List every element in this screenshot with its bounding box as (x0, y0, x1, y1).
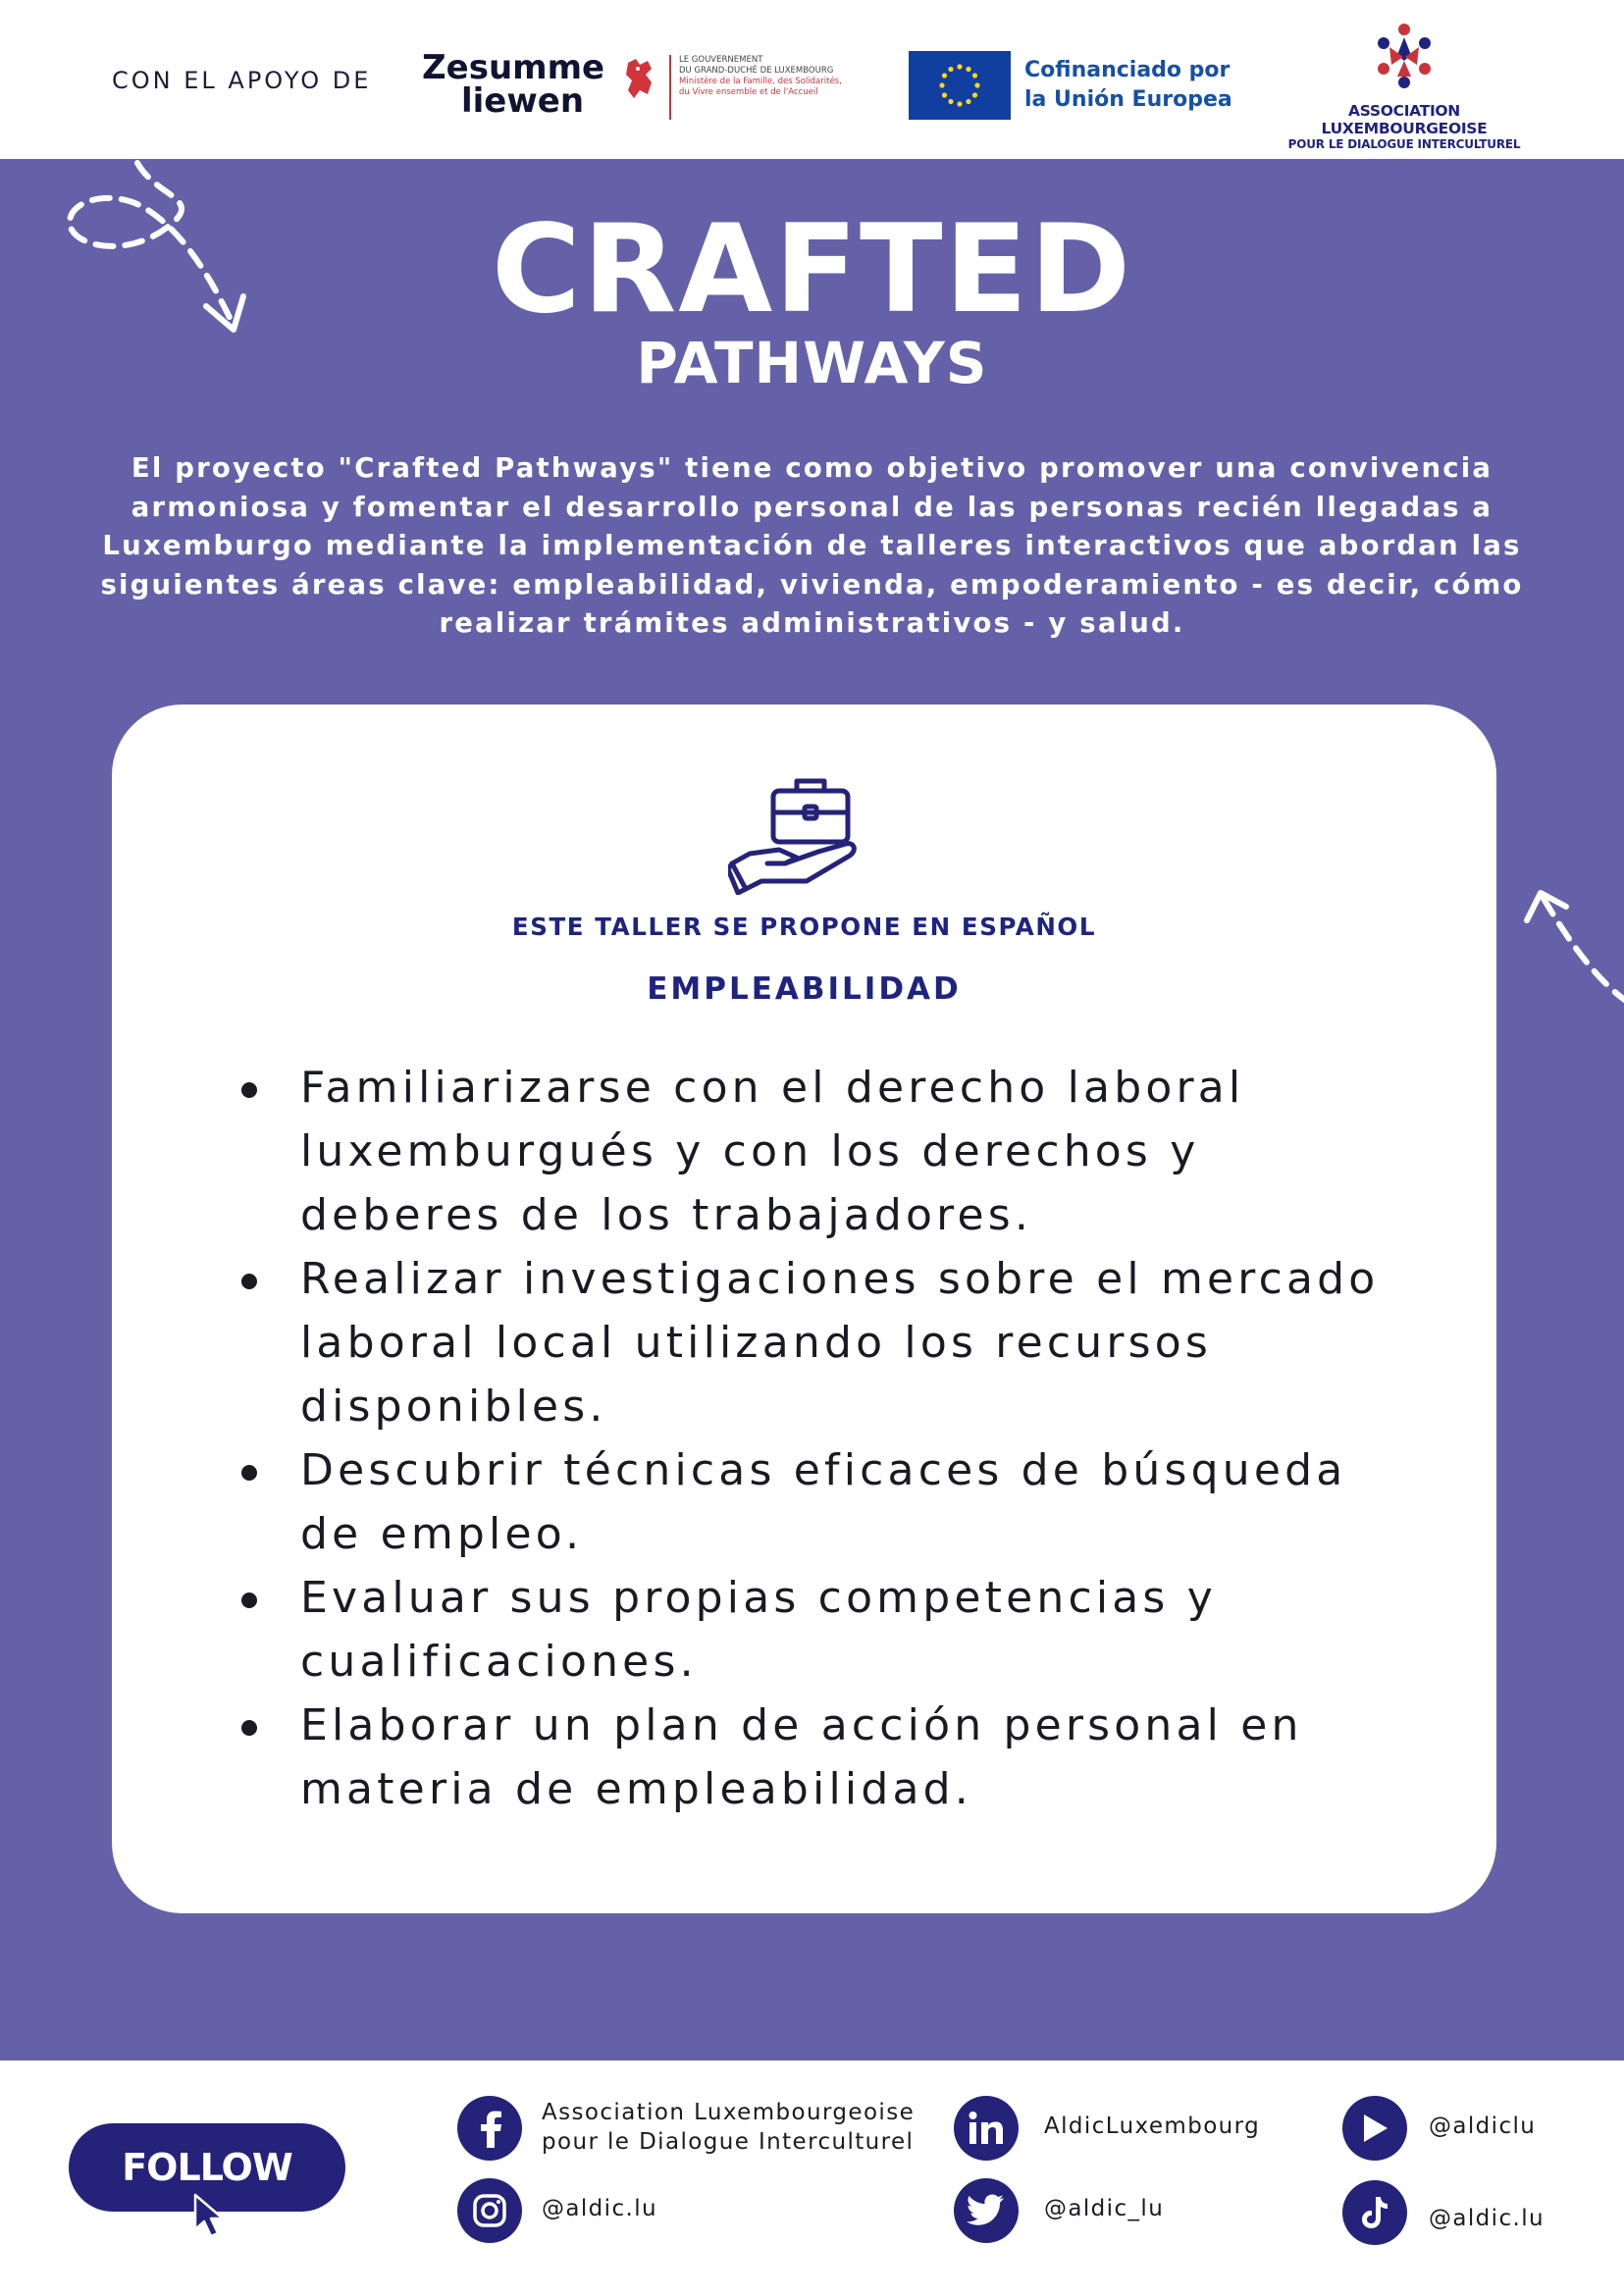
hand-briefcase-icon (728, 773, 862, 895)
list-item: Realizar investigaciones sobre el mercado laboral local utilizando los recursos disponibles. (239, 1247, 1397, 1438)
government-divider (669, 55, 671, 120)
follow-button[interactable]: FOLLOW (69, 2123, 345, 2212)
tiktok-icon[interactable] (1342, 2180, 1407, 2245)
zesumme-liewen-logo (422, 48, 605, 121)
instagram-handle[interactable]: @aldic.lu (542, 2196, 657, 2221)
zesumme-logo-line2: liewen (461, 81, 585, 121)
eu-flag-icon (909, 51, 1011, 120)
gov-line1: LE GOUVERNEMENT (679, 55, 763, 65)
workshop-subtitle: EMPLEABILIDAD (647, 971, 962, 1007)
linkedin-handle[interactable]: AldicLuxembourg (1044, 2113, 1261, 2139)
eu-cofunding-logo (909, 51, 1232, 120)
list-item: Descubrir técnicas eficaces de búsqueda de empleo. (239, 1438, 1397, 1566)
workshop-card (112, 704, 1496, 1913)
list-item: Evaluar sus propias competencias y cualificaciones. (239, 1566, 1397, 1694)
list-item: Familiarizarse con el derecho laboral luxemburgués y con los derechos y deberes de los trabajadores. (239, 1056, 1397, 1247)
gov-line4: du Vivre ensemble et de l'Accueil (679, 87, 818, 97)
support-label: CON EL APOYO DE (112, 67, 372, 94)
eu-text (1024, 56, 1232, 115)
dashed-arrow-right-icon (1521, 885, 1624, 1013)
header (0, 0, 1624, 159)
instagram-icon[interactable] (457, 2178, 522, 2243)
aldic-people-icon (1370, 22, 1439, 92)
aldic-line1: ASSOCIATION LUXEMBOURGEOISE (1321, 102, 1488, 137)
project-title (0, 199, 1624, 396)
government-text (679, 55, 842, 98)
intro-paragraph: El proyecto "Crafted Pathways" tiene como objetivo promover una convivencia armoniosa y fomentar el desarrollo personal de las personas recién llegadas a Luxemburgo mediante la implementación de talleres interactivos que abordan las siguientes áreas clave: empleabilidad, vivienda, empoderamiento - es decir, cómo realizar trámites administrativos - y salud. (100, 452, 1524, 639)
title-crafted: CRAFTED (491, 199, 1133, 340)
zesumme-logo-line1: Zesumme (422, 48, 605, 87)
government-logo (618, 55, 842, 120)
youtube-handle[interactable]: @aldiclu (1429, 2113, 1537, 2139)
eu-line1: Cofinanciado por (1024, 58, 1231, 82)
facebook-icon[interactable] (457, 2096, 522, 2161)
objectives-list (239, 1056, 1397, 1821)
tiktok-handle[interactable]: @aldic.lu (1429, 2206, 1545, 2231)
list-item: Elaborar un plan de acción personal en materia de empleabilidad. (239, 1694, 1397, 1821)
youtube-play-icon[interactable] (1342, 2096, 1407, 2161)
linkedin-icon[interactable] (954, 2096, 1019, 2161)
facebook-handle[interactable] (542, 2098, 915, 2157)
facebook-line2: pour le Dialogue Interculturel (542, 2129, 915, 2155)
aldic-line2: POUR LE DIALOGUE INTERCULTUREL (1287, 137, 1521, 151)
language-tag: ESTE TALLER SE PROPONE EN ESPAÑOL (511, 913, 1097, 941)
aldic-logo (1283, 22, 1525, 151)
facebook-line1: Association Luxembourgeoise (542, 2100, 916, 2125)
cursor-icon (192, 2192, 232, 2239)
twitter-icon[interactable] (954, 2178, 1019, 2243)
title-pathways: PATHWAYS (636, 330, 988, 396)
twitter-handle[interactable]: @aldic_lu (1044, 2196, 1165, 2221)
gov-line2: DU GRAND-DUCHÉ DE LUXEMBOURG (679, 66, 834, 76)
red-lion-icon (618, 55, 661, 102)
gov-line3: Ministère de la Famille, des Solidarités, (679, 77, 842, 86)
eu-line2: la Unión Europea (1024, 87, 1232, 112)
